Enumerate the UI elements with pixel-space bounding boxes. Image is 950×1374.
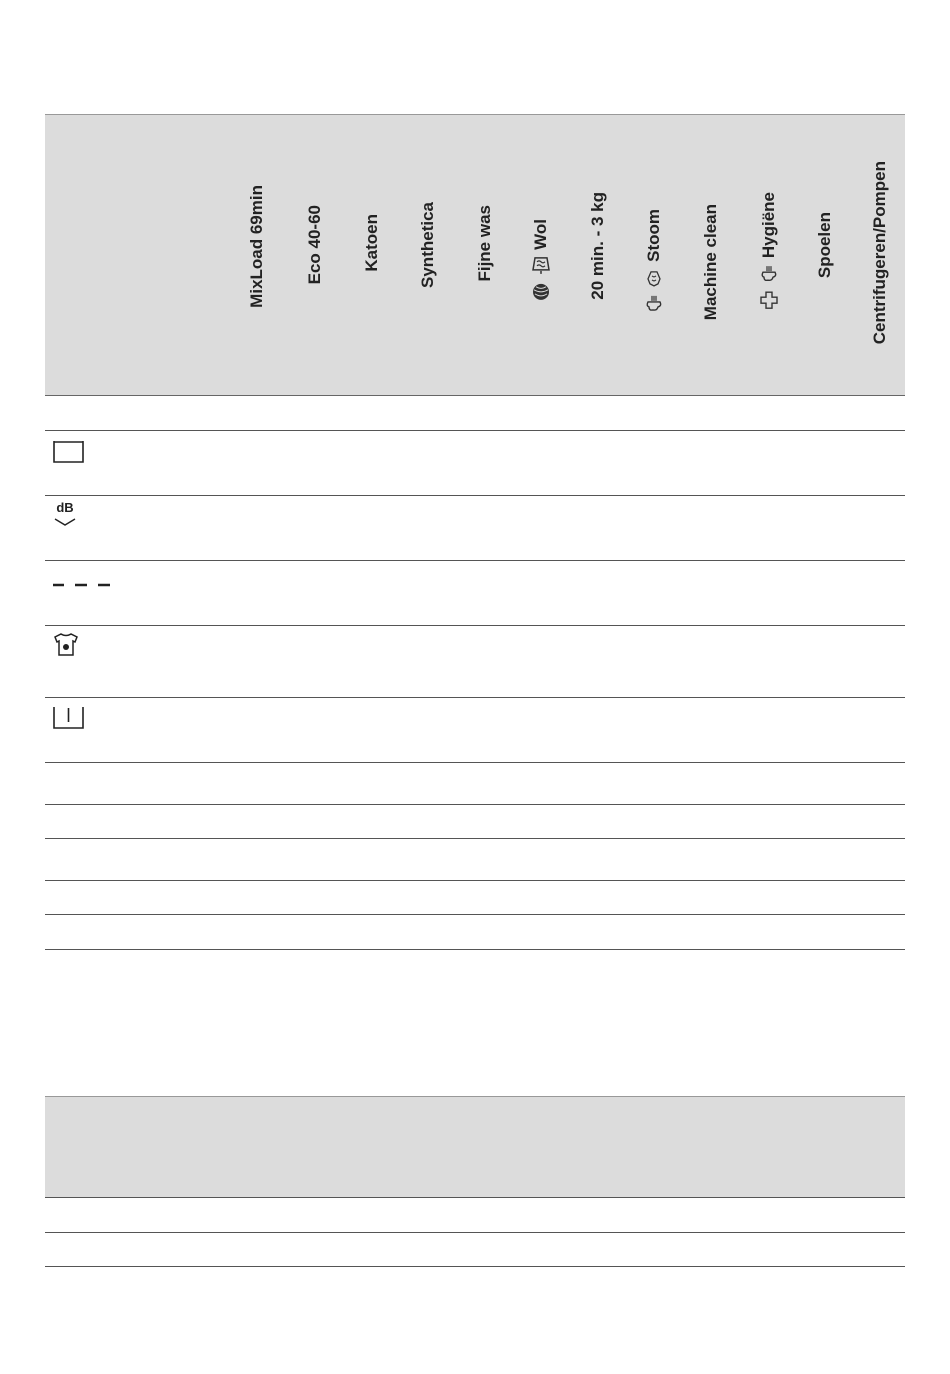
row-divider <box>45 495 905 496</box>
column-header-mixload <box>237 114 277 394</box>
row-divider <box>45 949 905 950</box>
row-divider <box>45 914 905 915</box>
column-label: Spoelen <box>815 211 834 278</box>
steam-icon <box>644 294 664 314</box>
row-divider <box>45 697 905 698</box>
row-divider <box>45 1266 905 1267</box>
plus-cross-icon <box>759 290 779 310</box>
column-label: MixLoad 69min <box>247 185 266 308</box>
row-divider <box>45 762 905 763</box>
column-label: Wol <box>531 219 550 250</box>
column-label: 20 min. - 3 kg <box>588 192 607 300</box>
column-label: Katoen <box>362 214 381 272</box>
row-divider <box>45 560 905 561</box>
column-header-stoom <box>634 114 674 394</box>
row-divider <box>45 880 905 881</box>
column-header-machine-clean <box>691 114 731 394</box>
column-header-wol <box>521 114 561 394</box>
night-quiet-icon <box>52 501 78 532</box>
row-divider <box>45 1197 905 1198</box>
stain-icon <box>52 633 80 657</box>
column-label: Synthetica <box>418 202 437 288</box>
column-header-eco <box>295 114 335 394</box>
row-divider <box>45 625 905 626</box>
row-divider <box>45 1232 905 1233</box>
column-label: Fijne was <box>475 205 494 282</box>
column-header-20min <box>578 114 618 394</box>
table-header-band <box>45 1096 905 1198</box>
column-label: Hygiëne <box>759 191 778 258</box>
prewash-icon <box>52 440 86 464</box>
column-header-spoelen <box>805 114 845 394</box>
column-label: Stoom <box>644 209 663 262</box>
time-manager-icon <box>52 580 112 590</box>
column-label: Eco 40-60 <box>305 204 324 284</box>
column-header-synthetica <box>408 114 448 394</box>
hand-wash-icon <box>531 256 551 276</box>
row-divider <box>45 430 905 431</box>
extra-rinse-icon <box>52 706 86 730</box>
column-header-katoen <box>352 114 392 394</box>
chevron-down-icon <box>53 517 77 527</box>
column-header-centrifugeren <box>860 114 900 394</box>
row-divider <box>45 838 905 839</box>
steam-icon <box>759 264 779 284</box>
column-header-fijne-was <box>465 114 505 394</box>
steam-refresh-icon <box>644 268 664 288</box>
night-quiet-label: dB <box>56 500 74 515</box>
column-header-hygiene <box>749 114 789 394</box>
second-table <box>45 1096 905 1268</box>
wool-ball-icon <box>531 282 551 302</box>
row-divider <box>45 804 905 805</box>
column-label: Machine clean <box>701 203 720 320</box>
column-label: Centrifugeren/Pompen <box>870 160 889 344</box>
programme-options-table <box>45 114 905 950</box>
